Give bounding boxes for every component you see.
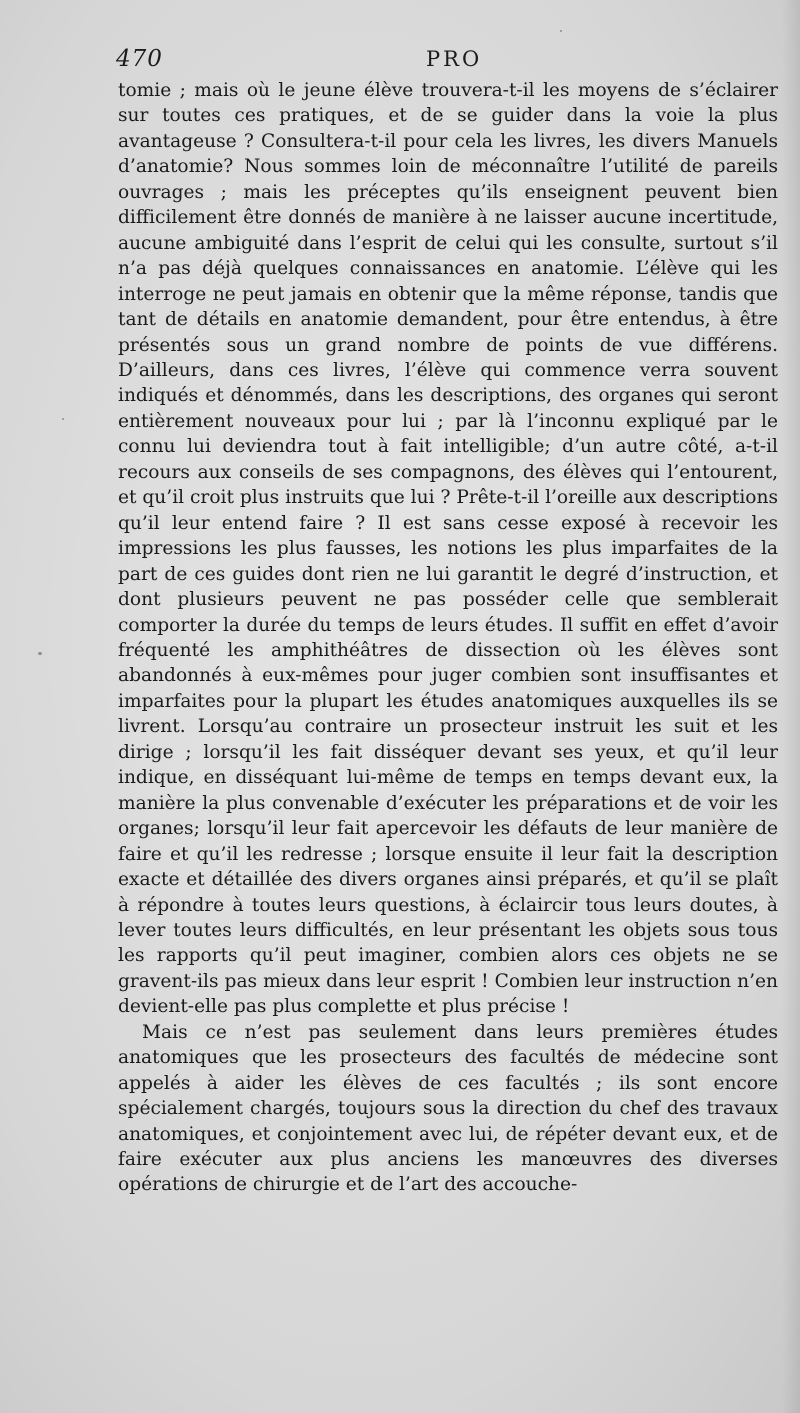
paper-speck bbox=[62, 418, 64, 420]
body-text bbox=[118, 78, 778, 1198]
page-header bbox=[116, 46, 778, 80]
paragraph-1: tomie ; mais où le jeune élève trouvera-t-il les moyens de s’éclairer sur toutes ces pratiques, et de se guider dans la voie la plus avantageuse ? Consultera-t-il pour cela les livres, les divers Manuels d’anatomie? Nous sommes loin de méconnaître l’utilité de pareils ouvrages ; mais les préceptes qu’ils enseignent peuvent bien difficilement être donnés de manière à ne laisser aucune incertitude, aucune ambiguité dans l’esprit de celui qui les consulte, surtout s’il n’a pas déjà quelques connaissances en anatomie. L’élève qui les interroge ne peut jamais en obtenir que la même réponse, tandis que tant de détails en anatomie demandent, pour être entendus, à être présentés sous un grand nombre de points de vue différens. D’ailleurs, dans ces livres, l’élève qui commence verra souvent indiqués et dénommés, dans les descriptions, des organes qui seront entièrement nouveaux pour lui ; par là l’inconnu expliqué par le connu lui deviendra tout à fait intelligible; d’un autre côté, a-t-il recours aux conseils de ses compagnons, des élèves qui l’entourent, et qu’il croit plus instruits que lui ? Prête-t-il l’oreille aux descriptions qu’il leur entend faire ? Il est sans cesse exposé à recevoir les impressions les plus fausses, les notions les plus imparfaites de la part de ces guides dont rien ne lui garantit le degré d’instruction, et dont plusieurs peuvent ne pas posséder celle que semblerait comporter la durée du temps de leurs études. Il suffit en effet d’avoir fréquenté les amphithéâtres de dissection où les élèves sont abandonnés à eux-mêmes pour juger combien sont insuffisantes et imparfaites pour la plupart les études anatomiques auxquelles ils se livrent. Lorsqu’au contraire un prosecteur instruit les suit et les dirige ; lorsqu’il les fait disséquer devant ses yeux, et qu’il leur indique, en disséquant lui-même de temps en temps devant eux, la manière la plus convenable d’exécuter les préparations et de voir les organes; lorsqu’il leur fait apercevoir les défauts de leur manière de faire et qu’il les redresse ; lorsque ensuite il leur fait la description exacte et détaillée des divers organes ainsi préparés, et qu’il se plaît à répondre à toutes leurs questions, à éclaircir tous leurs doutes, à lever toutes leurs difficultés, en leur présentant les objets sous tous les rapports qu’il peut imaginer, combien alors ces objets ne se gravent-ils pas mieux dans leur esprit ! Combien leur instruction n’en devient-elle pas plus complette et plus précise ! bbox=[118, 80, 778, 1018]
paper-speck bbox=[38, 652, 42, 655]
paper-speck bbox=[560, 30, 562, 32]
page-edge-shadow bbox=[782, 0, 800, 1413]
page-number: 470 bbox=[116, 46, 163, 72]
paragraph-2: Mais ce n’est pas seulement dans leurs premières études anatomiques que les prosecteurs des facultés de médecine sont appelés à aider les élèves de ces facultés ; ils sont encore spécialement chargés, toujours sous la direction du chef des travaux anatomiques, et conjointement avec lui, de répéter devant eux, et de faire exécuter aux plus anciens les manœuvres des diverses opérations de chirurgie et de l’art des accouche- bbox=[118, 1021, 778, 1196]
running-head: PRO bbox=[426, 47, 483, 71]
